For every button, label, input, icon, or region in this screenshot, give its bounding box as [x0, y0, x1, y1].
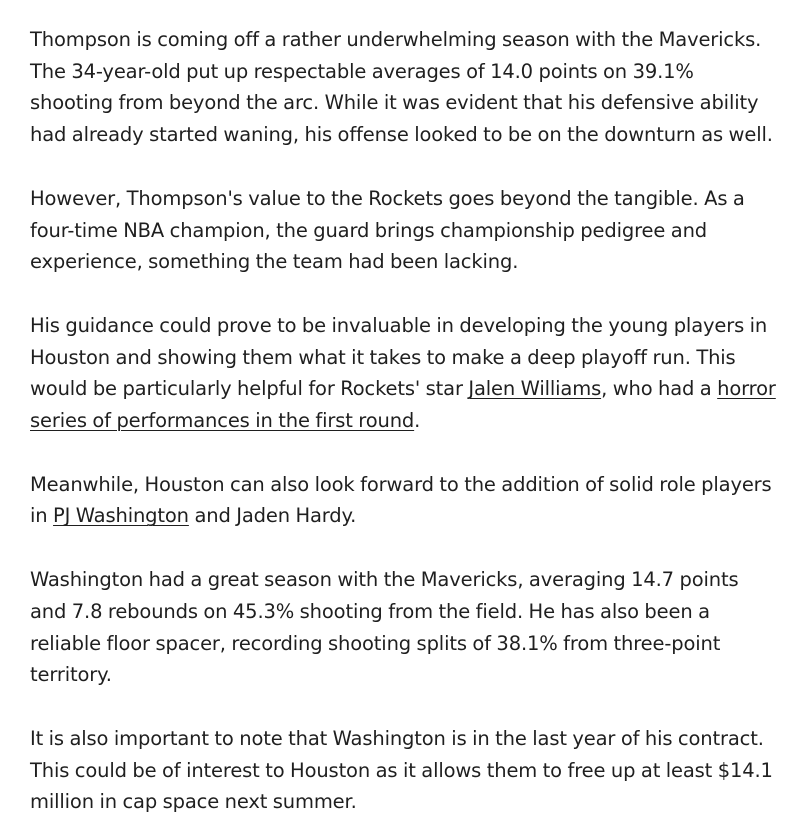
paragraph-text: and Jaden Hardy.	[188, 504, 357, 528]
paragraph-thompson-season: Thompson is coming off a rather underwhelming season with the Mavericks. The 34-year-old put up respectable averages of 14.0 points on 39.1% shooting from beyond the arc. While it was evident that his defensive ability had already started waning, his offense looked to be on the downturn as well.	[30, 28, 773, 147]
paragraph-text: , who had a	[601, 377, 718, 401]
paragraph-text: His guidance could prove to be invaluable in developing the young players in Houston and showing them what it takes to make a deep playoff run. This would be particularly helpful for Rockets' star	[30, 313, 768, 401]
paragraph-washington-season: Washington had a great season with the Mavericks, averaging 14.7 points and 7.8 rebounds on 45.3% shooting from the field. He has also been a reliable floor spacer, recording shooting splits of 38.1% from three-point territory.	[30, 568, 739, 687]
link-horror-series[interactable]: horror series of performances in the first round	[30, 377, 776, 433]
paragraph-text: .	[414, 409, 421, 433]
paragraph-text: Meanwhile, Houston can also look forward to the addition of solid role players in	[30, 472, 772, 528]
paragraph-washington-contract: It is also important to note that Washington is in the last year of his contract. This could be of interest to Houston as it allows them to free up at least $14.1 million in cap space next summer.	[30, 726, 773, 814]
link-jalen-williams[interactable]: Jalen Williams	[468, 377, 602, 401]
paragraph-guidance	[30, 310, 780, 437]
link-pj-washington[interactable]: PJ Washington	[53, 504, 189, 528]
article-body	[30, 24, 780, 818]
paragraph-role-players	[30, 469, 780, 532]
paragraph-thompson-value: However, Thompson's value to the Rockets goes beyond the tangible. As a four-time NBA champion, the guard brings championship pedigree and experience, something the team had been lacking.	[30, 186, 745, 274]
